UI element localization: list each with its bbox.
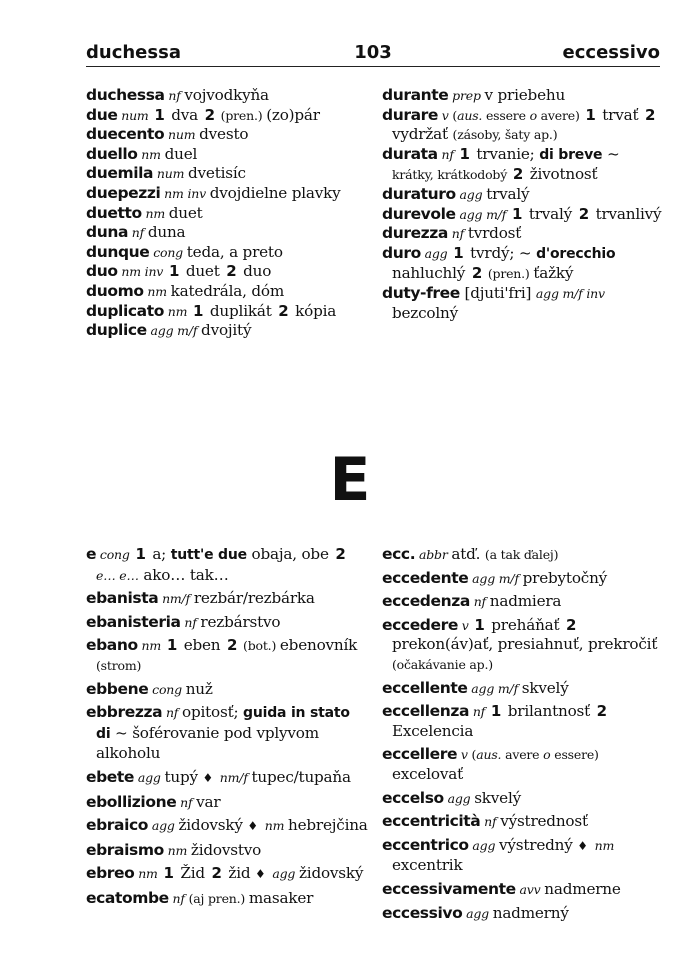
headword: eccentricità bbox=[382, 812, 481, 831]
grammar-label: nf bbox=[162, 705, 182, 721]
translation: tupec/tupaňa bbox=[251, 767, 351, 786]
headword: eccentrico bbox=[382, 835, 469, 854]
grammar-label: agg bbox=[148, 818, 179, 834]
headword: ebraismo bbox=[86, 840, 164, 859]
dictionary-entry bbox=[382, 569, 664, 589]
dictionary-entry bbox=[382, 244, 664, 284]
translation: Žid bbox=[175, 864, 210, 883]
sense-number: 2 bbox=[211, 864, 222, 883]
grammar-label: nf bbox=[437, 146, 458, 162]
grammar-label: nf bbox=[469, 704, 489, 720]
sense-number: 2 bbox=[278, 301, 289, 320]
translation: excelovať bbox=[392, 764, 463, 783]
grammar-label: agg m/f bbox=[146, 323, 202, 339]
translation: dva bbox=[166, 105, 203, 124]
sense-number: 1 bbox=[193, 301, 204, 320]
translation: opitosť; bbox=[182, 703, 244, 722]
grammar-label: num bbox=[153, 166, 188, 182]
page-header bbox=[86, 40, 660, 67]
note: (pren.) bbox=[216, 107, 267, 123]
translation: ebenovník bbox=[279, 636, 358, 655]
dictionary-entry bbox=[382, 86, 664, 106]
dictionary-entry bbox=[86, 204, 368, 224]
note: essere) bbox=[550, 747, 599, 763]
dictionary-entry bbox=[382, 284, 664, 323]
translation: (zo)pár bbox=[266, 105, 320, 124]
phrase: di breve bbox=[539, 146, 603, 163]
translation: hebrejčina bbox=[288, 816, 368, 835]
grammar-label: agg m/f bbox=[467, 680, 522, 696]
grammar-label: agg bbox=[420, 245, 452, 261]
dictionary-entry bbox=[86, 889, 368, 909]
sense-number: 1 bbox=[585, 105, 596, 124]
sense-number: 2 bbox=[335, 545, 346, 563]
headword: eccelso bbox=[382, 788, 444, 807]
headword: ebollizione bbox=[86, 792, 177, 811]
translation: ~ bbox=[602, 144, 620, 163]
column-right-top bbox=[382, 86, 664, 323]
grammar-label: nf bbox=[176, 794, 197, 810]
grammar-label: agg bbox=[455, 186, 487, 202]
headword: duty-free bbox=[382, 283, 460, 302]
note: ( bbox=[471, 747, 477, 763]
note: (bot.) bbox=[239, 638, 280, 654]
headword: ebbene bbox=[86, 679, 149, 698]
headword: duraturo bbox=[382, 184, 456, 203]
headword: ebanisteria bbox=[86, 612, 181, 631]
note: essere bbox=[482, 107, 530, 123]
translation: preháňať bbox=[486, 615, 565, 634]
headword: durevole bbox=[382, 204, 456, 223]
dictionary-entry bbox=[86, 703, 368, 764]
translation: tvrdý; ~ bbox=[465, 243, 537, 262]
headword: duplicato bbox=[86, 301, 164, 320]
grammar-label: o bbox=[529, 107, 537, 123]
headword: duetto bbox=[86, 203, 142, 222]
grammar-label: nf bbox=[164, 88, 185, 103]
grammar-label: nm bbox=[260, 818, 289, 834]
grammar-label: agg bbox=[268, 866, 299, 882]
grammar-label: e… e… bbox=[96, 567, 139, 583]
headword: durata bbox=[382, 144, 438, 163]
translation: masaker bbox=[248, 888, 314, 907]
note: (aj pren.) bbox=[188, 890, 249, 906]
note: (a tak ďalej) bbox=[484, 547, 559, 562]
grammar-label: v bbox=[457, 617, 473, 633]
headword: ebanista bbox=[86, 589, 159, 608]
translation: židovský bbox=[178, 816, 248, 835]
headword: eccellente bbox=[382, 678, 468, 697]
translation: vydržať bbox=[392, 125, 453, 144]
grammar-label: cong bbox=[149, 244, 187, 260]
translation: bezcolný bbox=[392, 303, 458, 322]
dictionary-entry bbox=[86, 768, 368, 789]
translation: skvelý bbox=[474, 788, 522, 807]
translation: židovský bbox=[299, 864, 364, 883]
sense-number: 1 bbox=[163, 864, 174, 883]
translation: teda, a preto bbox=[186, 242, 283, 261]
dictionary-entry bbox=[382, 745, 664, 784]
grammar-label: agg m/f inv bbox=[535, 285, 605, 301]
grammar-label: nf bbox=[480, 814, 501, 830]
translation: excentrik bbox=[392, 856, 463, 875]
dictionary-entry bbox=[86, 816, 368, 837]
dictionary-entry bbox=[86, 184, 368, 204]
note: (strom) bbox=[96, 657, 142, 673]
note: (očakávanie ap.) bbox=[392, 656, 493, 672]
page-number: 103 bbox=[354, 42, 392, 63]
headword: eccedere bbox=[382, 615, 458, 634]
headword: dunque bbox=[86, 242, 150, 261]
dictionary-entry bbox=[86, 106, 368, 126]
translation: nahluchlý bbox=[392, 264, 470, 283]
headword: e bbox=[86, 545, 97, 563]
translation: dvojdielne plavky bbox=[209, 183, 341, 202]
note: avere bbox=[501, 747, 544, 763]
headword: duchessa bbox=[86, 86, 165, 104]
translation: eben bbox=[179, 636, 226, 655]
headword: durare bbox=[382, 105, 438, 124]
grammar-label: v bbox=[457, 747, 472, 763]
grammar-label: nm bbox=[137, 146, 165, 162]
dictionary-entry bbox=[86, 545, 368, 585]
grammar-label: nm bbox=[143, 283, 171, 299]
headword: due bbox=[86, 105, 118, 124]
column-left-top bbox=[86, 86, 368, 341]
headword: duo bbox=[86, 262, 118, 281]
grammar-label: cong bbox=[96, 547, 134, 562]
note: ( bbox=[452, 107, 458, 123]
grammar-label: nf bbox=[128, 225, 148, 241]
grammar-label: avv bbox=[515, 881, 545, 897]
note: avere) bbox=[536, 107, 584, 123]
translation: [djuti'fri] bbox=[459, 283, 536, 302]
dictionary-entry bbox=[382, 224, 664, 244]
dictionary-entry bbox=[86, 262, 368, 282]
sense-number: 2 bbox=[471, 264, 483, 283]
headword: eccellenza bbox=[382, 702, 470, 721]
headword: eccessivo bbox=[382, 903, 463, 922]
translation: prebytočný bbox=[522, 568, 608, 587]
sense-number: 1 bbox=[490, 702, 502, 721]
dictionary-entry bbox=[86, 243, 368, 263]
headword: duplice bbox=[86, 321, 147, 340]
dictionary-entry bbox=[86, 164, 368, 184]
headword: ebano bbox=[86, 636, 138, 655]
sense-number: 2 bbox=[578, 204, 589, 223]
dictionary-entry bbox=[382, 679, 664, 699]
grammar-label: agg bbox=[443, 790, 475, 806]
dictionary-entry bbox=[382, 545, 664, 565]
sense-number: 1 bbox=[154, 105, 165, 124]
grammar-label: nf bbox=[180, 614, 201, 630]
dictionary-entry bbox=[86, 282, 368, 302]
headword: ebreo bbox=[86, 864, 135, 883]
headword: duna bbox=[86, 223, 129, 242]
sense-number: 2 bbox=[226, 262, 237, 281]
section-letter: E bbox=[329, 445, 371, 515]
dictionary-entry bbox=[382, 205, 664, 225]
headword: durezza bbox=[382, 224, 448, 243]
dictionary-entry bbox=[382, 106, 664, 145]
column-right-bottom bbox=[382, 545, 664, 927]
headword: durante bbox=[382, 86, 449, 104]
phrase: guida in stato di bbox=[96, 705, 350, 742]
note: (pren.) bbox=[484, 266, 534, 282]
sense-number: 2 bbox=[227, 636, 238, 655]
dictionary-entry bbox=[382, 836, 664, 876]
grammar-label: num bbox=[164, 127, 200, 143]
grammar-label: agg bbox=[134, 769, 165, 785]
translation: obaja, obe bbox=[246, 545, 334, 563]
phrase: d'orecchio bbox=[536, 245, 616, 262]
translation: trvalý bbox=[524, 204, 577, 223]
grammar-label: nm bbox=[134, 866, 162, 882]
translation: tvrdosť bbox=[467, 224, 522, 243]
headword: duomo bbox=[86, 281, 144, 300]
dictionary-entry bbox=[382, 702, 664, 741]
dictionary-entry bbox=[86, 302, 368, 322]
dictionary-entry bbox=[86, 793, 368, 813]
translation: atď. bbox=[451, 545, 485, 563]
dictionary-entry bbox=[86, 125, 368, 145]
diamond-marker: ♦ bbox=[247, 819, 258, 834]
grammar-label: nm bbox=[163, 303, 192, 319]
headword: ebraico bbox=[86, 816, 149, 835]
sense-number: 1 bbox=[135, 545, 146, 563]
grammar-label: num bbox=[117, 107, 153, 123]
dictionary-entry bbox=[86, 636, 368, 675]
translation: nadmerný bbox=[492, 903, 569, 922]
translation: dvetisíc bbox=[188, 164, 246, 183]
sense-number: 2 bbox=[512, 165, 524, 184]
guide-word-left: duchessa bbox=[86, 42, 181, 63]
translation: ťažký bbox=[533, 264, 574, 283]
translation: duet bbox=[181, 262, 225, 281]
sense-number: 1 bbox=[453, 243, 464, 262]
translation: žid bbox=[223, 864, 256, 883]
grammar-label: agg bbox=[468, 837, 500, 853]
headword: ecatombe bbox=[86, 888, 169, 907]
translation: dvesto bbox=[199, 125, 249, 144]
headword: ebete bbox=[86, 767, 135, 786]
dictionary-entry bbox=[86, 145, 368, 165]
grammar-label: agg m/f bbox=[468, 570, 523, 586]
headword: duecento bbox=[86, 125, 165, 144]
dictionary-entry bbox=[382, 789, 664, 809]
grammar-label: nm/f bbox=[158, 591, 194, 607]
translation: Excelencia bbox=[392, 721, 474, 740]
translation: ako… tak… bbox=[138, 565, 229, 584]
translation: duet bbox=[168, 203, 203, 222]
translation: výstrednosť bbox=[500, 812, 588, 831]
translation: kópia bbox=[290, 301, 337, 320]
translation: v priebehu bbox=[484, 86, 566, 104]
translation: nuž bbox=[185, 679, 213, 698]
translation: dvojitý bbox=[201, 321, 252, 340]
grammar-label: o bbox=[543, 747, 551, 763]
grammar-label: nf bbox=[448, 226, 468, 242]
translation: duplikát bbox=[205, 301, 277, 320]
translation: nadmiera bbox=[489, 592, 562, 611]
dictionary-entry bbox=[86, 613, 368, 633]
translation: prekon(áv)ať, presiahnuť, prekročiť bbox=[392, 635, 658, 654]
headword: ebbrezza bbox=[86, 703, 163, 722]
grammar-label: prep bbox=[448, 88, 485, 103]
sense-number: 2 bbox=[596, 702, 607, 721]
grammar-label: nm bbox=[590, 837, 615, 853]
diamond-marker: ♦ bbox=[202, 770, 214, 785]
sense-number: 2 bbox=[204, 105, 215, 124]
translation: tupý bbox=[164, 767, 203, 786]
dictionary-entry bbox=[382, 904, 664, 924]
dictionary-entry bbox=[86, 589, 368, 609]
translation: trvalý bbox=[486, 184, 530, 203]
phrase: tutt'e due bbox=[170, 547, 247, 563]
sense-number: 2 bbox=[645, 105, 656, 124]
grammar-label: abbr bbox=[415, 547, 452, 562]
grammar-label: aus. bbox=[476, 747, 502, 763]
diamond-marker: ♦ bbox=[577, 838, 588, 853]
headword: ecc. bbox=[382, 545, 416, 563]
grammar-label: v bbox=[438, 107, 453, 123]
grammar-label: agg bbox=[462, 905, 493, 921]
translation: trvanie; bbox=[471, 144, 540, 163]
grammar-label: nm bbox=[163, 842, 191, 858]
translation: židovstvo bbox=[190, 840, 262, 859]
grammar-label: nm bbox=[137, 638, 165, 654]
headword: duello bbox=[86, 144, 138, 163]
translation: skvelý bbox=[521, 678, 569, 697]
sense-number: 1 bbox=[166, 636, 178, 655]
sense-number: 1 bbox=[168, 262, 180, 281]
headword: eccessivamente bbox=[382, 879, 516, 898]
dictionary-entry bbox=[382, 812, 664, 832]
dictionary-entry bbox=[382, 145, 664, 185]
translation: a; bbox=[147, 545, 171, 563]
translation: duo bbox=[238, 262, 272, 281]
grammar-label: aus. bbox=[457, 107, 483, 123]
grammar-label: nm bbox=[141, 205, 169, 221]
dictionary-entry bbox=[86, 223, 368, 243]
dictionary-entry bbox=[86, 680, 368, 700]
translation: brilantnosť bbox=[503, 702, 595, 721]
dictionary-entry bbox=[86, 864, 368, 885]
translation: životnosť bbox=[525, 165, 598, 184]
translation: duna bbox=[147, 223, 186, 242]
translation: ~ šoférovanie pod vplyvom alkoholu bbox=[96, 723, 319, 763]
column-left-bottom bbox=[86, 545, 368, 913]
translation: trvanlivý bbox=[590, 204, 662, 223]
translation: trvať bbox=[597, 105, 644, 124]
grammar-label: nf bbox=[469, 594, 490, 610]
translation: duel bbox=[164, 144, 198, 163]
translation: rezbár/rezbárka bbox=[193, 589, 315, 608]
note: (zásoby, šaty ap.) bbox=[452, 127, 558, 143]
dictionary-entry bbox=[86, 321, 368, 341]
headword: eccedenza bbox=[382, 592, 470, 611]
translation: rezbárstvo bbox=[200, 612, 281, 631]
dictionary-entry bbox=[86, 86, 368, 106]
translation: nadmerne bbox=[544, 879, 621, 898]
grammar-label: nf bbox=[168, 890, 189, 906]
headword: duemila bbox=[86, 164, 154, 183]
translation: katedrála, dóm bbox=[170, 281, 285, 300]
grammar-label: cong bbox=[148, 681, 186, 697]
grammar-label: nm inv bbox=[117, 264, 167, 280]
sense-number: 1 bbox=[474, 615, 485, 634]
dictionary-entry bbox=[382, 592, 664, 612]
grammar-label: nm/f bbox=[216, 769, 252, 785]
sense-number: 1 bbox=[511, 204, 523, 223]
dictionary-entry bbox=[382, 880, 664, 900]
sense-number: 1 bbox=[459, 144, 470, 163]
dictionary-entry bbox=[382, 616, 664, 675]
headword: eccellere bbox=[382, 745, 458, 764]
grammar-label: nm inv bbox=[160, 185, 210, 201]
diamond-marker: ♦ bbox=[255, 867, 266, 882]
dictionary-entry bbox=[86, 841, 368, 861]
dictionary-entry bbox=[382, 185, 664, 205]
note: krátky, krátkodobý bbox=[392, 167, 511, 183]
grammar-label: agg m/f bbox=[455, 206, 510, 222]
translation: výstredný bbox=[499, 835, 578, 854]
headword: duepezzi bbox=[86, 183, 161, 202]
translation: vojvodkyňa bbox=[184, 86, 269, 104]
sense-number: 2 bbox=[566, 615, 577, 634]
translation: var bbox=[196, 792, 221, 811]
headword: duro bbox=[382, 243, 421, 262]
headword: eccedente bbox=[382, 568, 469, 587]
guide-word-right: eccessivo bbox=[562, 42, 660, 63]
